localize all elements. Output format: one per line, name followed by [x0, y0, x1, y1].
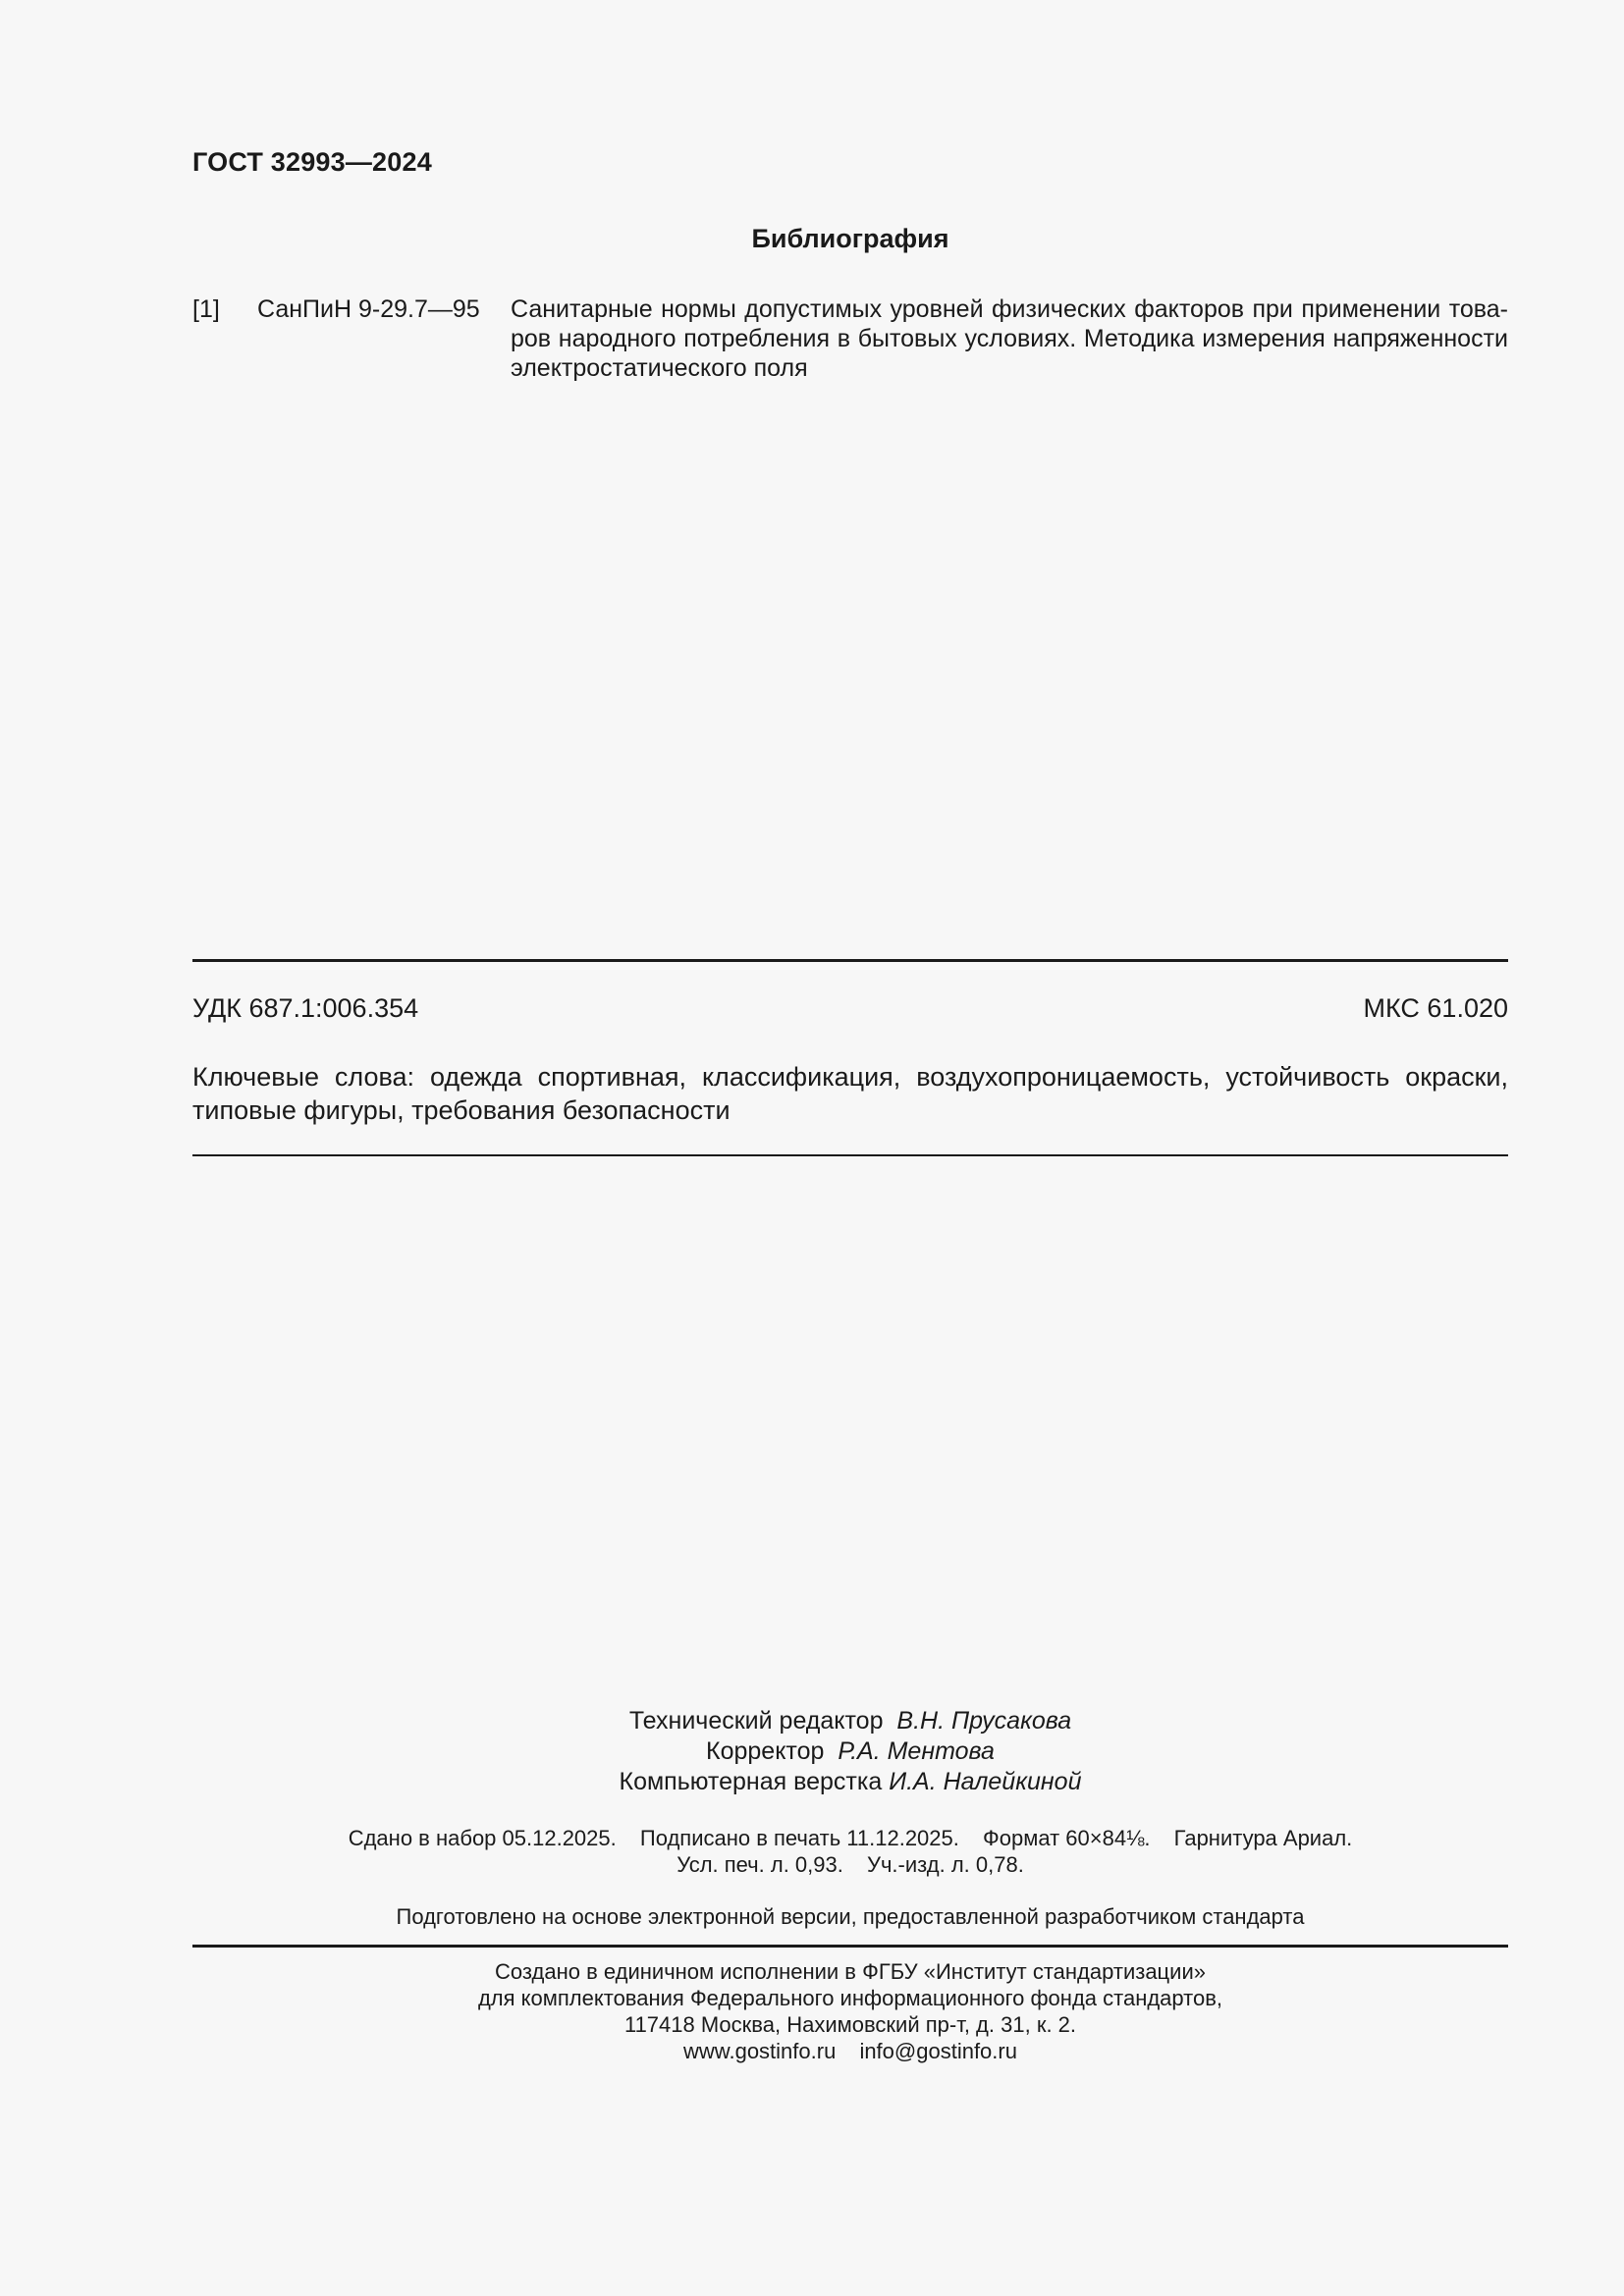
credit-tech-editor: [192, 1706, 1508, 1736]
document-code: ГОСТ 32993—2024: [192, 147, 432, 177]
publisher-contacts: [192, 2038, 1508, 2064]
email-link[interactable]: info@gostinfo.ru: [859, 2039, 1017, 2063]
reference-description: Санитарные нормы допустимых уровней физических факторов при применении това-ров народного потребления в бытовых условиях. Методика измерения напряженности электростатического поля: [511, 295, 1508, 382]
divider-line: [192, 1154, 1508, 1156]
mks-code: МКС 61.020: [1363, 993, 1508, 1023]
signed-date: Подписано в печать 11.12.2025.: [639, 1826, 959, 1850]
reference-code: СанПиН 9-29.7—95: [257, 295, 480, 323]
credit-label: Корректор: [706, 1737, 825, 1765]
bibliography-title: Библиография: [751, 224, 949, 253]
reference-number: [1]: [192, 295, 220, 323]
print-sheets: Усл. печ. л. 0,93.: [677, 1852, 843, 1877]
udk-code: УДК 687.1:006.354: [192, 993, 419, 1023]
publisher-address: 117418 Москва, Нахимовский пр-т, д. 31, к. 2.: [623, 2012, 1077, 2037]
publisher-line: Создано в единичном исполнении в ФГБУ «Институт стандартизации»: [495, 1959, 1206, 1984]
typeface: Гарнитура Ариал.: [1173, 1826, 1353, 1850]
credit-corrector: [192, 1736, 1508, 1767]
website-link[interactable]: www.gostinfo.ru: [683, 2039, 837, 2063]
print-info-line: [192, 1825, 1508, 1851]
publisher-line: для комплектования Федерального информационного фонда стандартов,: [477, 1986, 1223, 2010]
format: Формат 60×84⅛.: [983, 1826, 1151, 1850]
keywords: Ключевые слова: одежда спортивная, классификация, воздухопроницаемость, устойчивость окраски, типовые фигуры, требования безопасности: [192, 1062, 1508, 1125]
credit-person: И.А. Налейкиной: [889, 1768, 1082, 1795]
divider-line: [192, 1945, 1508, 1948]
credits-block: [192, 1706, 1508, 1797]
publication-sheets: Уч.-изд. л. 0,78.: [866, 1852, 1024, 1877]
prepared-note: Подготовлено на основе электронной версии, предоставленной разработчиком стандарта: [396, 1904, 1305, 1929]
credit-layout: [192, 1767, 1508, 1797]
credit-person: Р.А. Ментова: [838, 1737, 995, 1765]
credit-person: В.Н. Прусакова: [896, 1707, 1072, 1735]
credit-label: Компьютерная верстка: [619, 1768, 883, 1795]
print-info: [192, 1825, 1508, 1878]
submitted-date: Сдано в набор 05.12.2025.: [348, 1826, 617, 1850]
publisher-block: [192, 1958, 1508, 2064]
print-info-line: [192, 1851, 1508, 1878]
divider-line: [192, 959, 1508, 962]
credit-label: Технический редактор: [628, 1707, 884, 1735]
